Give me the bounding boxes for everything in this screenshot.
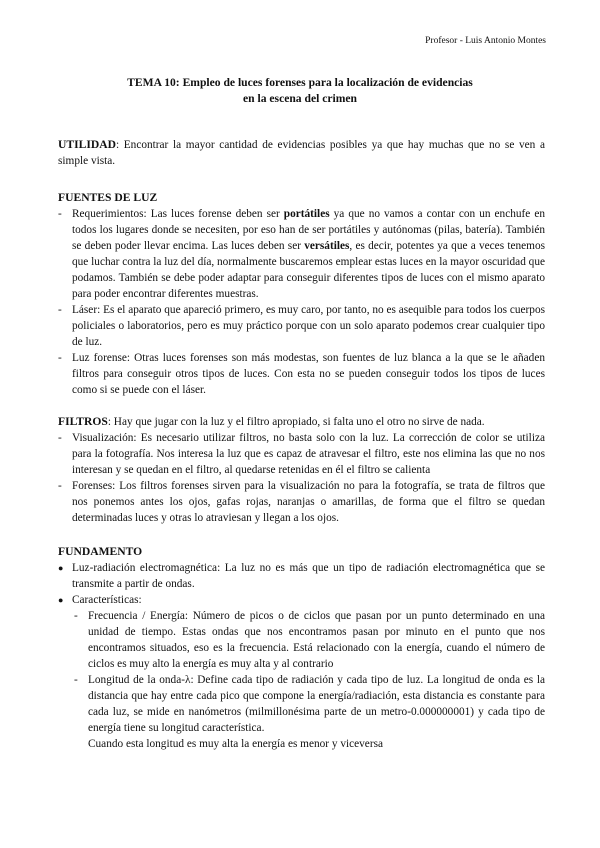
fundamento-section [58,544,545,752]
fuentes-list [58,206,545,398]
utilidad-text: : Encontrar la mayor cantidad de evidencias posibles ya que hay muchas que no se ven a simple vista. [58,139,545,167]
list-item-caracteristicas [58,592,545,752]
list-item-luz-radiacion [58,560,545,592]
fundamento-heading: FUNDAMENTO [58,545,143,558]
list-item-luz-forense: - Luz forense: Otras luces forenses son más modestas, son fuentes de luz blanca a la que se le añaden filtros para conseguir otros tipos de luces. Con esta no se pueden conseguir todos los tipos de luces como si se puede con el láser. [58,350,545,398]
req-text-c: ya que no vamos a contar con un enchufe en todos los lugares donde se necesiten, por eso han de ser portátiles y autónomas (pilas, batería). También se deben poder llevar encima. Las luces deben ser [72,208,545,252]
filtros-text: : Hay que jugar con la luz y el filtro apropiado, si falta uno el otro no sirve de nada. [107,416,485,428]
document-body [58,137,545,752]
utilidad-paragraph [58,137,545,169]
req-bold-versatiles: versátiles [304,240,350,252]
longitud-extra-text: Cuando esta longitud es muy alta la energía es menor y viceversa [88,738,383,750]
title-line-2: en la escena del crimen [243,92,357,105]
bullet-icon: ● [58,563,64,573]
list-item-laser: - Láser: Es el aparato que apareció primero, es muy caro, por tanto, no es asequible para todos los cuerpos policiales o laboratorios, pero es muy práctico porque con un solo aparato podemos crear cualquier tipo de luz. [58,302,545,350]
author-header: Profesor - Luis Antonio Montes [425,36,546,46]
fuentes-section [58,190,545,398]
title-line-1: TEMA 10: Empleo de luces forenses para la localización de evidencias [127,76,473,89]
caracteristicas-text: Características: [72,594,142,606]
utilidad-label: UTILIDAD [58,138,116,151]
filtros-section [58,414,545,526]
bullet-icon: ● [58,595,64,605]
list-item-forenses: - Forenses: Los filtros forenses sirven para la visualización no para la fotografía, se trata de filtros que nos ponemos antes los ojos, gafas rojas, naranjas o amarillas, de forma que el filtro se quedan determinadas luces y otras lo atraviesan y llegan a los ojos. [58,478,545,526]
filtros-list [58,430,545,526]
req-text-d: , es decir, potentes ya que a veces tenemos que luchar contra la luz del día, normalmente buscaremos emplear estas luces en la mayor oscuridad que podamos. También se debe poder adaptar para conseguir diferentes tipos de luces con el mismo aparato para poder encontrar diferentes muestras. [72,240,545,300]
caracteristicas-sublist [72,608,545,752]
fuentes-heading: FUENTES DE LUZ [58,191,158,204]
luz-radiacion-text: Luz-radiación electromagnética: La luz no es más que un tipo de radiación electromagnética que se transmite a partir de ondas. [72,562,545,590]
filtros-label: FILTROS [58,415,108,428]
list-item-requerimientos [58,206,545,302]
req-text-a: Requerimientos: Las luces forense deben ser [72,208,284,220]
document-title [0,75,600,107]
filtros-paragraph [58,414,545,430]
fundamento-list [58,560,545,752]
list-item-visualizacion: - Visualización: Es necesario utilizar filtros, no basta solo con la luz. La corrección de color se utiliza para la fotografía. Nos interesa la luz que es capaz de atravesar el filtro, este nos elimina las que no nos interesan y se quedan en el filtro, al quedarse retenidas en él el filtro se calienta [58,430,545,478]
list-item-frecuencia: - Frecuencia / Energía: Número de picos o de ciclos que pasan por un punto determinado en una unidad de tiempo. Estas ondas que nos encontramos pasan por minuto en el punto que nos encontramos situados, eso es la frecuencia. Está relacionado con la energía, cuando el número de ciclos es muy alto la energía es muy alta y al contrario [74,608,545,672]
longitud-text: Longitud de la onda-λ: Define cada tipo de radiación y cada tipo de luz. La longitud de onda es la distancia que hay entre cada pico que compone la energía/radiación, esta distancia es constante para cada luz, se mide en nanómetros (milmillonésima parte de un metro-0.000000001) y cada tipo de energía tiene su longitud característica. [88,674,545,734]
list-item-longitud [74,672,545,752]
req-bold-portatiles: portátiles [283,208,330,220]
